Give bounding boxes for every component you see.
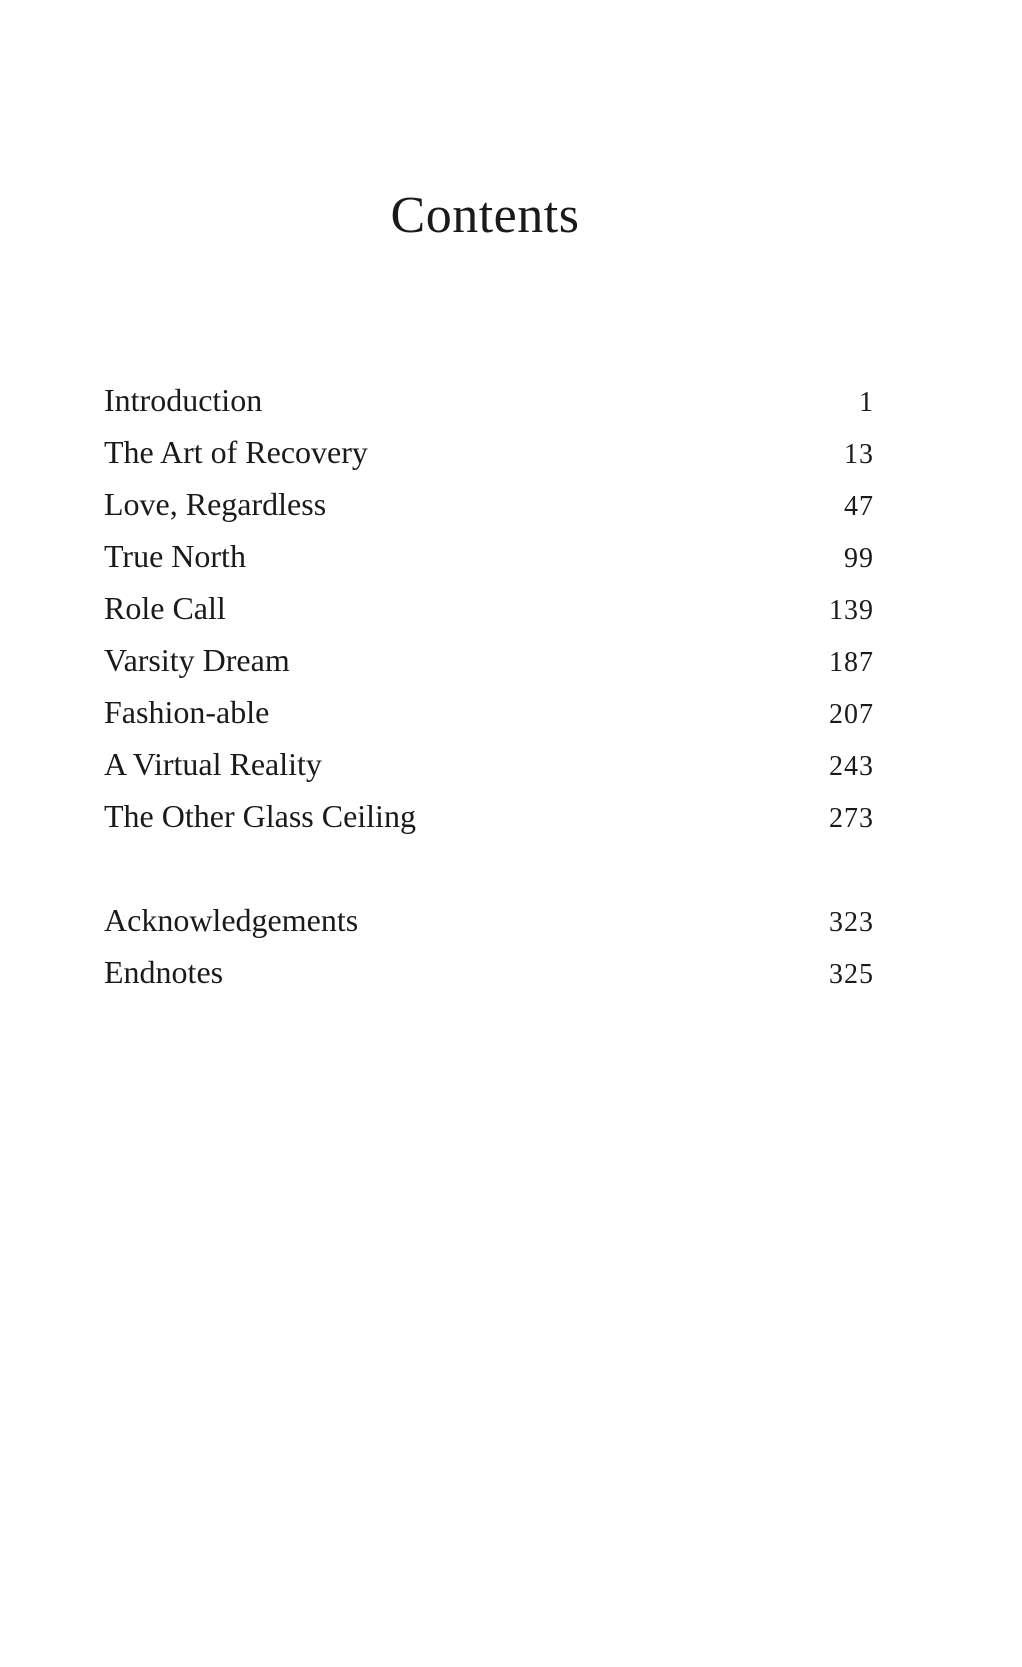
toc-entry-page: 99 xyxy=(844,543,874,574)
toc-entry-title: True North xyxy=(104,538,246,574)
toc-entry xyxy=(104,380,874,420)
toc-entry-page: 243 xyxy=(829,751,874,782)
toc-entry xyxy=(104,432,874,472)
toc-entry xyxy=(104,744,874,784)
toc-entry-title: The Other Glass Ceiling xyxy=(104,798,416,834)
toc-entry-title: Fashion-able xyxy=(104,694,270,730)
toc-entry-page: 273 xyxy=(829,803,874,834)
toc-entry-page: 325 xyxy=(829,959,874,990)
toc-entry-page: 323 xyxy=(829,907,874,938)
toc-entry-page: 207 xyxy=(829,699,874,730)
toc-entry xyxy=(104,588,874,628)
toc-entry-title: Role Call xyxy=(104,590,226,626)
toc-entry xyxy=(104,952,874,992)
toc-entry-title: Endnotes xyxy=(104,954,224,990)
toc-entry-title: Varsity Dream xyxy=(104,642,290,678)
toc-entry xyxy=(104,900,874,940)
toc-entry-page: 139 xyxy=(829,595,874,626)
toc-entry xyxy=(104,536,874,576)
toc-entry-title: A Virtual Reality xyxy=(104,746,322,782)
toc-entry xyxy=(104,796,874,836)
toc-entry-page: 187 xyxy=(829,647,874,678)
toc-entry xyxy=(104,692,874,732)
toc-entry-page: 47 xyxy=(844,491,874,522)
toc-entry-title: Love, Regardless xyxy=(104,486,327,522)
toc-entry-title: The Art of Recovery xyxy=(104,434,368,470)
toc-entry-title: Introduction xyxy=(104,382,263,418)
toc-entry-page: 1 xyxy=(859,387,874,418)
toc-entry xyxy=(104,640,874,680)
toc-entry-page: 13 xyxy=(844,439,874,470)
toc-entry xyxy=(104,484,874,524)
page-title: Contents xyxy=(390,187,580,244)
toc-entry-title: Acknowledgements xyxy=(104,902,359,938)
